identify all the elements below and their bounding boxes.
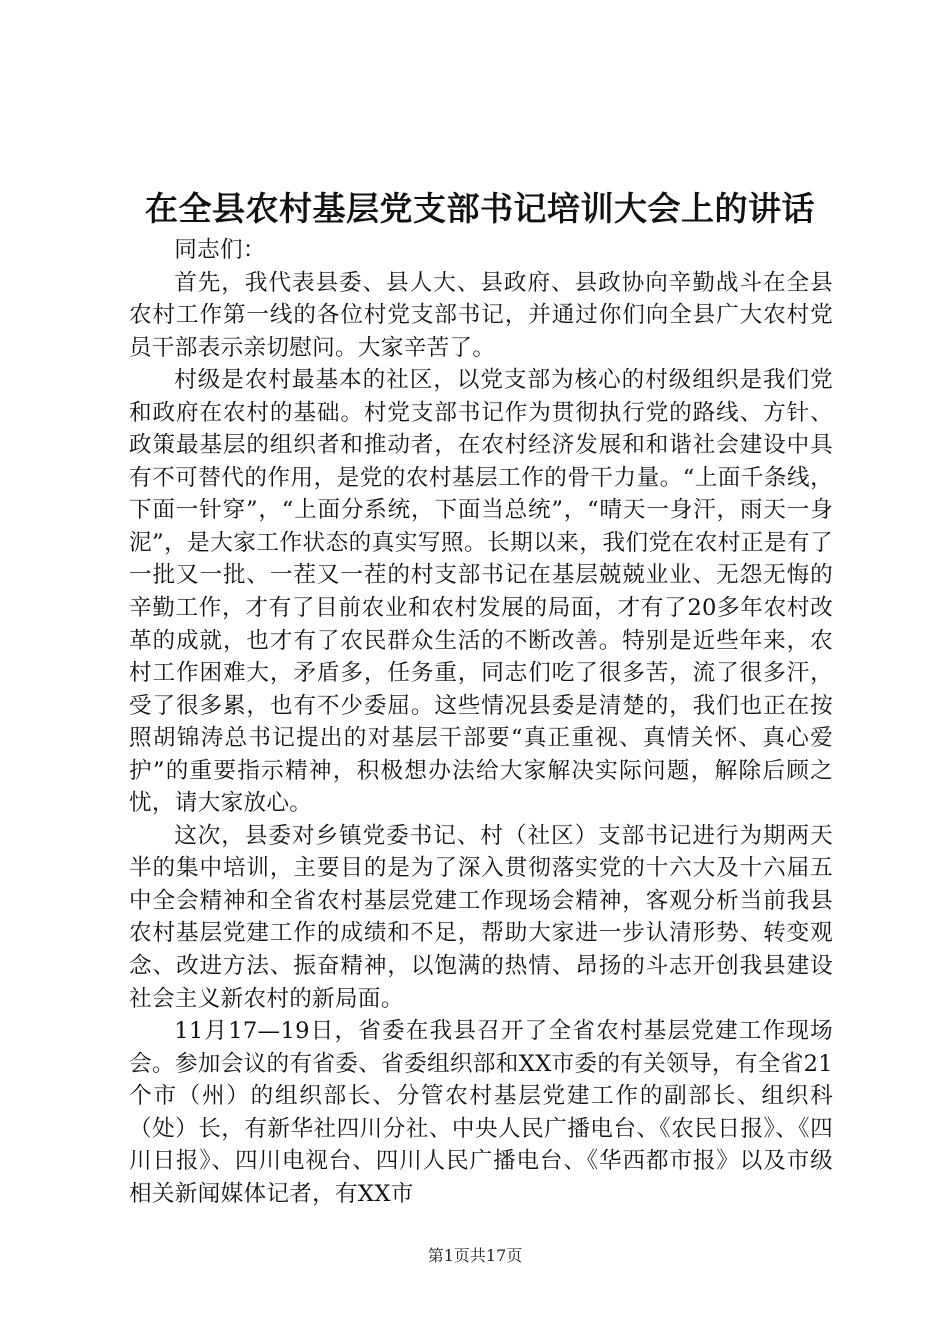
page-title: 在全县农村基层党支部书记培训大会上的讲话: [145, 189, 815, 228]
body-paragraph: 村级是农村最基本的社区，以党支部为核心的村级组织是我们党和政府在农村的基础。村党支部书记作为贯彻执行党的路线、方针、政策最基层的组织者和推动者，在农村经济发展和和谐社会建设中具有不可替代的作用，是党的农村基层工作的骨干力量。“上面千条线，下面一针穿”，“上面分系统，下面当总统”，“晴天一身汗，雨天一身泥”，是大家工作状态的真实写照。长期以来，我们党在农村正是有了一批又一批、一茬又一茬的村支部书记在基层兢兢业业、无怨无悔的辛勤工作，才有了目前农业和农村发展的局面，才有了20多年农村改革的成就，也才有了农民群众生活的不断改善。特别是近些年来，农村工作困难大，矛盾多，任务重，同志们吃了很多苦，流了很多汗，受了很多累，也有不少委屈。这些情况县委是清楚的，我们也正在按照胡锦涛总书记提出的对基层干部要“真正重视、真情关怀、真心爱护”的重要指示精神，积极想办法给大家解决实际问题，解除后顾之忧，请大家放心。: [129, 367, 833, 817]
body-paragraph: 这次，县委对乡镇党委书记、村（社区）支部书记进行为期两天半的集中培训，主要目的是为了深入贯彻落实党的十六大及十六届五中全会精神和全省农村基层党建工作现场会精神，客观分析当前我县农村基层党建工作的成绩和不足，帮助大家进一步认清形势、转变观念、改进方法、振奋精神，以饱满的热情、昂扬的斗志开创我县建设社会主义新农村的新局面。: [129, 822, 833, 1012]
page-total: 共17页: [469, 1246, 523, 1265]
body-paragraph: 11月17—19日，省委在我县召开了全省农村基层党建工作现场会。参加会议的有省委、省委组织部和XX市委的有关领导，有全省21个市（州）的组织部长、分管农村基层党建工作的副部长、组织科（处）长，有新华社四川分社、中央人民广播电台、《农民日报》、《四川日报》、四川电视台、四川人民广播电台、《华西都市报》以及市级相关新闻媒体记者，有XX市: [129, 1018, 833, 1207]
page-footer: [0, 1244, 950, 1268]
body-paragraph: 首先，我代表县委、县人大、县政府、县政协向辛勤战斗在全县农村工作第一线的各位村党支部书记，并通过你们向全县广大农村党员干部表示亲切慰问。大家辛苦了。: [129, 269, 833, 361]
page-number: 第1页: [427, 1246, 470, 1265]
document-body: [129, 234, 833, 1210]
salutation-paragraph: 同志们：: [174, 237, 266, 263]
